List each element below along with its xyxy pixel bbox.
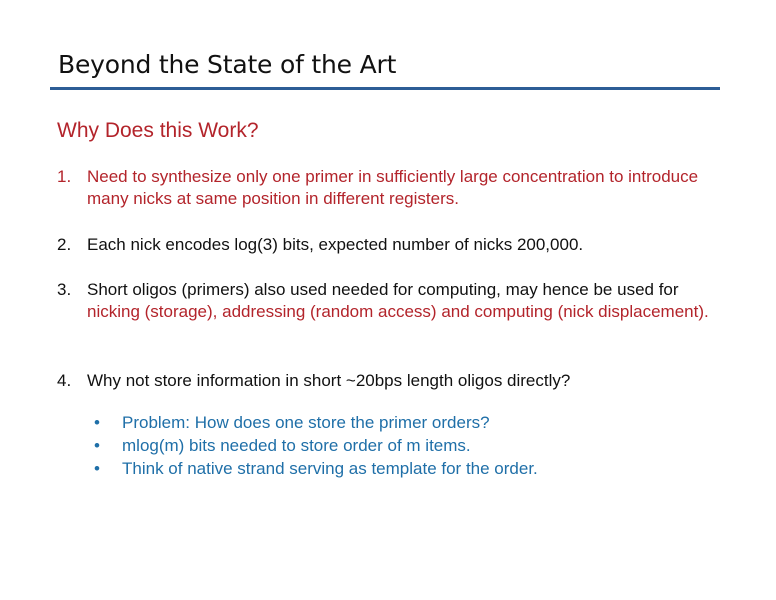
list-item-text-highlight: nicking (storage), addressing (random access) and computing (nick displacement). — [87, 302, 709, 321]
list-item-number: 2. — [57, 235, 72, 254]
list-item-text-plain: Short oligos (primers) also used needed for computing, may hence be used for — [87, 280, 679, 299]
sub-bullet-text: mlog(m) bits needed to store order of m items. — [122, 436, 471, 455]
list-item-2 — [57, 234, 727, 256]
bullet-icon: • — [94, 459, 100, 478]
list-item-text: Need to synthesize only one primer in sufficiently large concentration to introduce many nicks at same position in different registers. — [87, 167, 699, 208]
sub-bullet-1 — [94, 412, 490, 434]
slide-title: Beyond the State of the Art — [58, 50, 397, 79]
list-item-number: 3. — [57, 280, 72, 299]
list-item-number: 4. — [57, 371, 72, 390]
section-heading: Why Does this Work? — [57, 119, 259, 142]
bullet-icon: • — [94, 436, 100, 455]
sub-bullet-text: Think of native strand serving as template for the order. — [122, 459, 538, 478]
list-item-4 — [57, 370, 727, 392]
list-item-text — [87, 279, 727, 323]
sub-bullet-3 — [94, 458, 538, 480]
sub-bullet-2 — [94, 435, 471, 457]
title-divider — [50, 87, 720, 90]
sub-bullet-text: Problem: How does one store the primer orders? — [122, 413, 490, 432]
list-item-1 — [57, 166, 727, 210]
list-item-text: Each nick encodes log(3) bits, expected number of nicks 200,000. — [87, 235, 584, 254]
list-item-number: 1. — [57, 167, 72, 186]
list-item-text: Why not store information in short ~20bps length oligos directly? — [87, 371, 571, 390]
bullet-icon: • — [94, 413, 100, 432]
list-item-3 — [57, 279, 727, 323]
